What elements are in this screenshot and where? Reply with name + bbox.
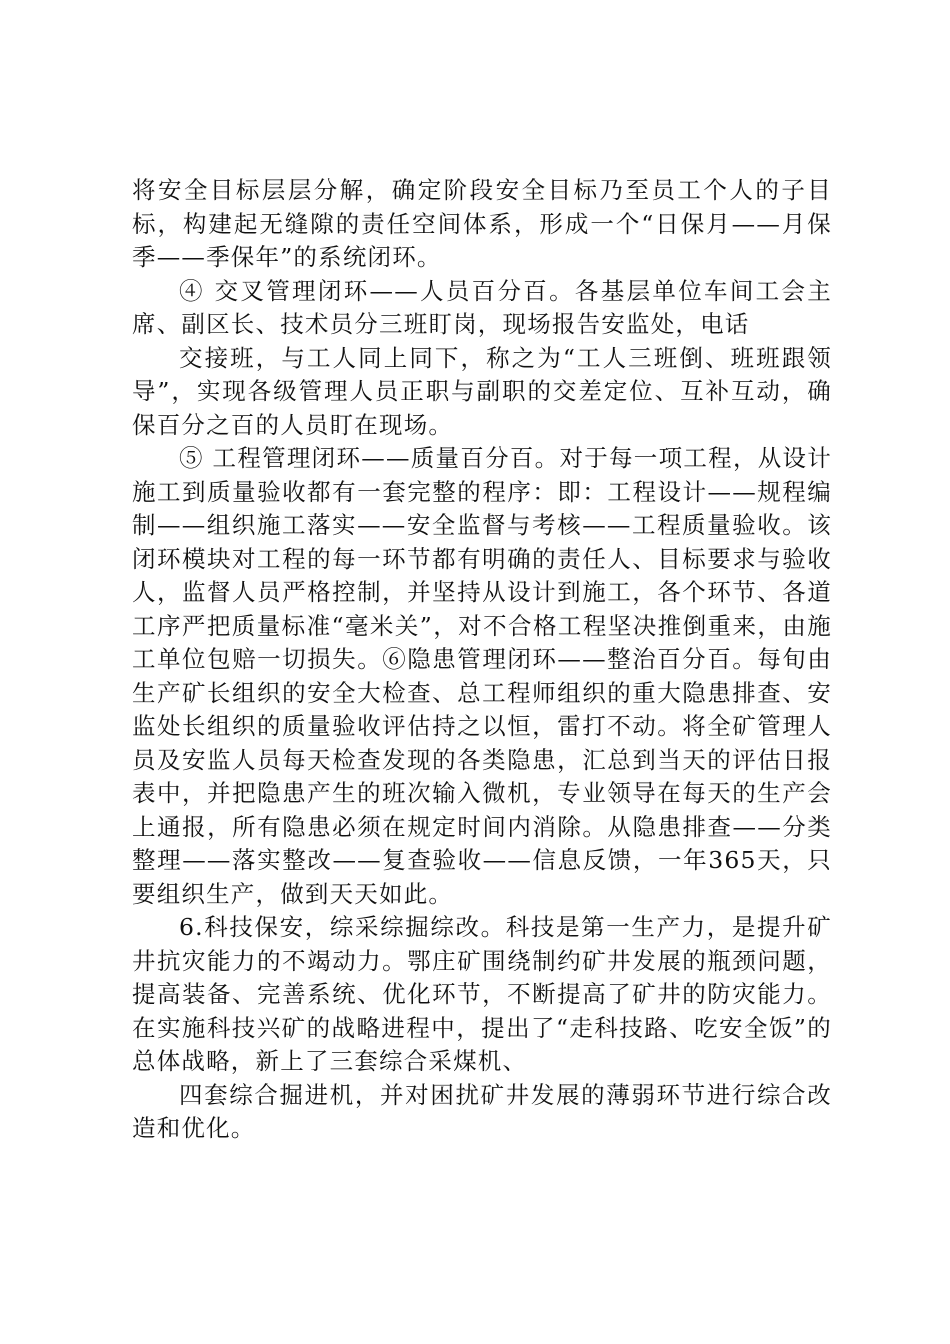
paragraph-6: 四套综合掘进机，并对困扰矿井发展的薄弱环节进行综合改造和优化。 [132, 1080, 832, 1142]
paragraph-2: ④ 交叉管理闭环——人员百分百。各基层单位车间工会主席、副区长、技术员分三班盯岗，现场报告安监处，电话 [132, 276, 832, 338]
document-body [132, 174, 832, 1146]
paragraph-3: 交接班，与工人同上同下，称之为“工人三班倒、班班跟领导”，实现各级管理人员正职与副职的交差定位、互补互动，确保百分之百的人员盯在现场。 [132, 343, 832, 439]
paragraph-5: 6.科技保安，综采综掘综改。科技是第一生产力，是提升矿井抗灾能力的不竭动力。鄂庄矿围绕制约矿井发展的瓶颈问题，提高装备、完善系统、优化环节，不断提高了矿井的防灾能力。在实施科技兴矿的战略进程中，提出了“走科技路、吃安全饭”的总体战略，新上了三套综合采煤机、 [132, 913, 832, 1075]
paragraph-4: ⑤ 工程管理闭环——质量百分百。对于每一项工程，从设计施工到质量验收都有一套完整的程序：即：工程设计——规程编制——组织施工落实——安全监督与考核——工程质量验收。该闭环模块对工程的每一环节都有明确的责任人、目标要求与验收人，监督人员严格控制，并坚持从设计到施工，各个环节、各道工序严把质量标准“毫米关”，对不合格工程坚决推倒重来，由施工单位包赔一切损失。⑥隐患管理闭环——整治百分百。每旬由生产矿长组织的安全大检查、总工程师组织的重大隐患排查、安监处长组织的质量验收评估持之以恒，雷打不动。将全矿管理人员及安监人员每天检查发现的各类隐患，汇总到当天的评估日报表中，并把隐患产生的班次输入微机，专业领导在每天的生产会上通报，所有隐患必须在规定时间内消除。从隐患排查——分类整理——落实整改——复查验收——信息反馈，一年365天，只要组织生产，做到天天如此。 [132, 444, 832, 908]
paragraph-1: 将安全目标层层分解，确定阶段安全目标乃至员工个人的子目标，构建起无缝隙的责任空间体系，形成一个“日保月——月保季——季保年”的系统闭环。 [132, 176, 832, 271]
